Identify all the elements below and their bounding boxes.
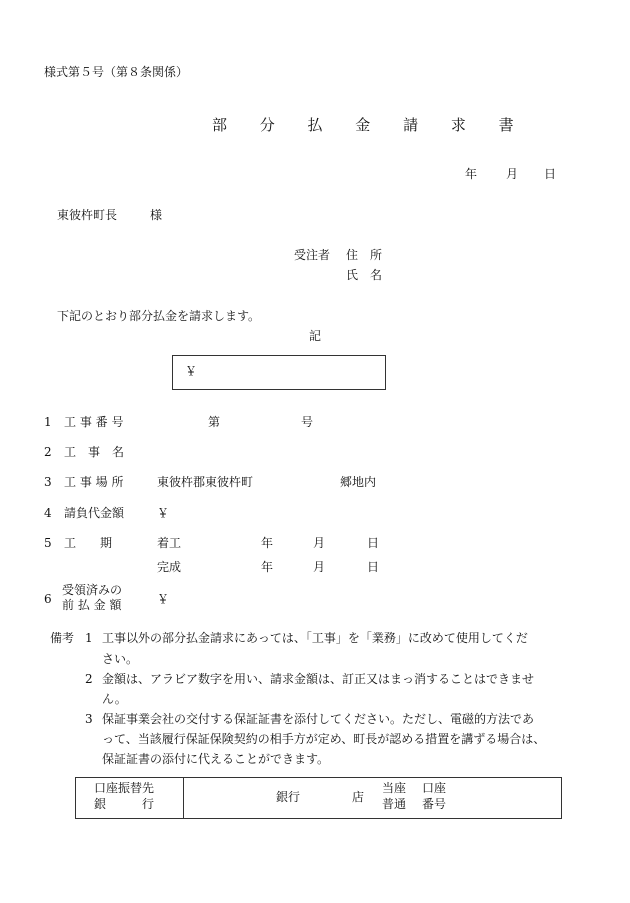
note-2-line1: 金額は、アラビア数字を用い、請求金額は、訂正又はまっ消することはできませ: [102, 672, 535, 686]
item-6-number: 6: [44, 592, 52, 606]
bank-account-table: [75, 777, 562, 819]
account-type-current[interactable]: 当座: [382, 781, 407, 795]
amount-box[interactable]: [172, 355, 386, 390]
item-5-start: 着工: [157, 536, 182, 550]
item-5-end-month: 月: [313, 560, 326, 574]
item-2-label: 工 事 名: [64, 445, 125, 459]
date-month: 月: [506, 167, 519, 181]
item-3-number: 3: [44, 475, 52, 489]
item-6-label-line1: 受領済みの: [62, 583, 123, 597]
item-6-label-line2: 前 払 金 額: [62, 598, 122, 612]
branch-name-suffix[interactable]: 店: [352, 790, 365, 804]
account-number-label2: 番号: [422, 797, 447, 811]
bank-name-suffix[interactable]: 銀行: [276, 790, 301, 804]
intro-text: 下記のとおり部分払金を請求します。: [57, 309, 261, 323]
item-4-yen: ￥: [157, 506, 170, 520]
item-5-start-month: 月: [313, 536, 326, 550]
bank-table-divider: [183, 778, 184, 818]
amount-yen-symbol: ￥: [185, 364, 198, 378]
item-1-dai: 第: [208, 415, 221, 429]
account-type-savings[interactable]: 普通: [382, 797, 407, 811]
bank-label-line2: 銀 行: [94, 797, 155, 811]
note-1-line2: さい。: [102, 652, 139, 666]
item-5-end-year: 年: [261, 560, 274, 574]
note-3-line1: 保証事業会社の交付する保証証書を添付してください。ただし、電磁的方法であ: [102, 712, 535, 726]
document-title: 部 分 払 金 請 求 書: [212, 116, 528, 134]
account-number-label1: 口座: [422, 781, 447, 795]
note-2-number: 2: [85, 672, 93, 686]
item-5-end-day: 日: [367, 560, 380, 574]
item-3-suffix: 郷地内: [340, 475, 377, 489]
item-2-number: 2: [44, 445, 52, 459]
note-1-number: 1: [85, 631, 93, 645]
note-3-line2: って、当該履行保証保険契約の相手方が定め、町長が認める措置を講ずる場合は、: [102, 732, 546, 746]
recipient-name: 東彼杵町長: [57, 208, 118, 222]
item-3-label: 工 事 場 所: [64, 475, 124, 489]
item-5-label: 工 期: [64, 536, 113, 550]
recipient-honorific: 様: [150, 208, 163, 222]
item-3-town: 東彼杵郡東彼杵町: [157, 475, 254, 489]
date-day: 日: [544, 167, 557, 181]
item-1-number: 1: [44, 415, 52, 429]
note-3-number: 3: [85, 712, 93, 726]
note-1-line1: 工事以外の部分払金請求にあっては、「工事」を「業務」に改めて使用してくだ: [102, 631, 528, 645]
note-2-line2: ん。: [102, 692, 127, 706]
item-1-label: 工 事 番 号: [64, 415, 124, 429]
form-label: 様式第５号（第８条関係）: [44, 65, 189, 79]
contractor-name-label: 氏 名: [346, 268, 383, 282]
item-5-start-day: 日: [367, 536, 380, 550]
item-1-go: 号: [301, 415, 314, 429]
item-5-end: 完成: [157, 560, 182, 574]
notes-heading: 備考: [50, 631, 75, 645]
item-5-number: 5: [44, 536, 52, 550]
item-5-start-year: 年: [261, 536, 274, 550]
contractor-role: 受注者: [294, 248, 331, 262]
note-3-line3: 保証証書の添付に代えることができます。: [102, 752, 330, 766]
date-year: 年: [465, 167, 478, 181]
contractor-address-label: 住 所: [346, 248, 383, 262]
item-6-yen: ￥: [157, 592, 170, 606]
ki-label: 記: [309, 329, 322, 343]
bank-label-line1: 口座振替先: [94, 781, 155, 795]
item-4-label: 請負代金額: [64, 506, 125, 520]
item-4-number: 4: [44, 506, 52, 520]
